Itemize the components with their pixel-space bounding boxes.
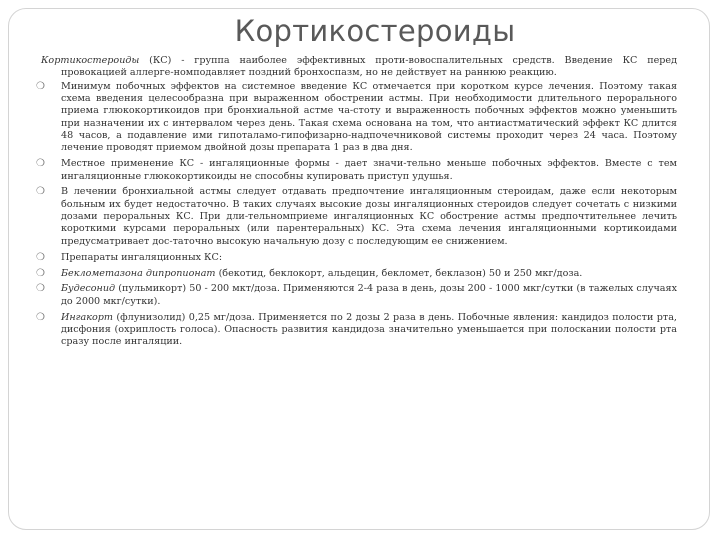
bullet-circle-icon: ❍ — [36, 267, 45, 279]
list-item-text: В лечении бронхиальной астмы следует отдавать предпочтение ингаляционным стероидам, даже если некоторым больным их будет недостаточно. В таких случаях высокие дозы ингаляционных стероидов следует сочетать с низкими дозами пероральных КС. При дли-тельномприеме ингаляционных КС обострение астмы предпочтительнее лечить короткими курсами пероральных (или парентеральных) КС. Эта схема лечения ингаляционными кортикоидами предусматривает дос-таточно высокую начальную дозу с последующим ее снижением. — [61, 186, 677, 247]
bullet-circle-icon: ❍ — [36, 311, 45, 323]
list-item-text: (пульмикорт) 50 - 200 мкт/доза. Применяются 2-4 раза в день, дозы 200 - 1000 мкг/сутки (в тажелых случаях до 2000 мкг/сутки). — [61, 283, 677, 307]
list-item-text: Препараты ингаляционных КС: — [61, 251, 223, 263]
list-item — [36, 80, 677, 155]
intro-paragraph — [41, 55, 677, 80]
list-item — [36, 267, 677, 280]
list-item — [36, 158, 677, 183]
slide-content — [36, 55, 677, 352]
list-item-text: Минимум побочных эффектов на системное введение КС отмечается при коротком курсе лечения. Поэтому такая схема введения целесообразна при выраженном обострении астмы. При необходимости длительного перорального приема глюкокортикоидов при бронхиальной астме ча-стоту и выраженность побочных эффектов можно уменьшить при назначении их с интервалом через день. Такая схема основана на том, что антиастматический эффект КС длится 48 часов, а подавление ими гипоталамо-гипофизарно-надпочечниковой системы проходит через 24 часа. Поэтому лечение проводят приемом двойной дозы препарата 1 раз в два дня. — [61, 80, 677, 154]
list-item-text: Местное применение КС - ингаляционные формы - дает значи-тельно меньше побочных эффектов. Вместе с тем ингаляционные глюкокортикоиды не способны купировать приступ удушья. — [61, 158, 677, 182]
drug-name: Будесонид — [61, 283, 116, 295]
bullet-list — [36, 80, 677, 349]
bullet-circle-icon: ❍ — [36, 80, 45, 92]
bullet-circle-icon: ❍ — [36, 283, 45, 295]
list-item — [36, 283, 677, 308]
drug-name: Беклометазона дипропионат — [61, 267, 216, 279]
drug-name: Ингакорт — [61, 311, 113, 323]
slide-title: Кортикостероиды — [234, 14, 516, 48]
list-item-text: (бекотид, беклокорт, альдецин, бекломет, беклазон) 50 и 250 мкг/доза. — [215, 267, 583, 279]
list-item-text: (флунизолид) 0,25 мг/доза. Применяется по 2 дозы 2 раза в день. Побочные явления: кандидоз полости рта, дисфония (охриплость голоса). Опасность развития кандидоза значительно уменьшается при полоскании полости рта сразу после ингаляции. — [61, 311, 677, 348]
intro-text: (КС) - группа наиболее эффективных проти-вовоспалительных средств. Введение КС перед провокацией аллерге-номподавляет поздний бронхоспазм, но не действует на раннюю реакцию. — [61, 55, 677, 79]
bullet-circle-icon: ❍ — [36, 158, 45, 170]
list-item — [36, 311, 677, 349]
bullet-circle-icon: ❍ — [36, 186, 45, 198]
intro-term: Кортикостероиды — [41, 55, 140, 66]
list-item — [36, 186, 677, 248]
list-item — [36, 251, 677, 264]
bullet-circle-icon: ❍ — [36, 251, 45, 263]
